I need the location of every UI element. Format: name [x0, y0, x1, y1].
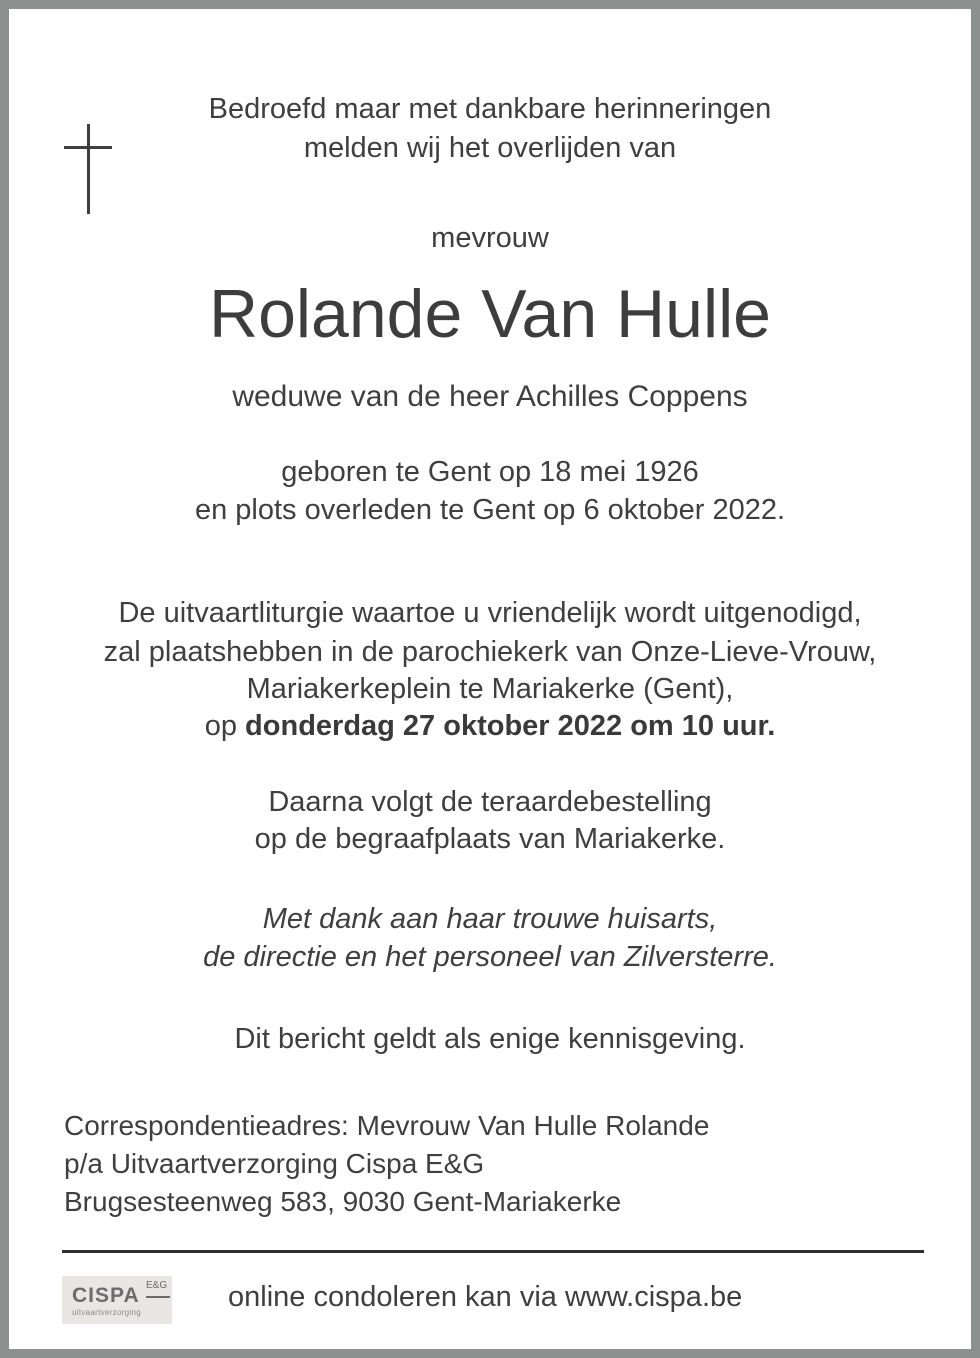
thanks-line-2: de directie en het personeel van Zilversterre.	[203, 941, 777, 973]
honorific: mevrouw	[431, 222, 549, 254]
divider	[62, 1250, 924, 1253]
notice-line: Dit bericht geldt als enige kennisgeving.	[234, 1023, 746, 1055]
liturgy-line-1: De uitvaartliturgie waartoe u vriendelijk wordt uitgenodigd,	[118, 597, 862, 629]
cispa-logo	[62, 1276, 172, 1324]
burial-line-1: Daarna volgt de teraardebestelling	[268, 786, 712, 818]
intro-line-2: melden wij het overlijden van	[303, 132, 677, 164]
logo-word: CISPA	[72, 1284, 140, 1307]
logo-line	[146, 1296, 170, 1298]
intro-line-1: Bedroefd maar met dankbare herinneringen	[208, 93, 772, 125]
liturgy-line-3: Mariakerkeplein te Mariakerke (Gent),	[246, 673, 734, 705]
liturgy-date: donderdag 27 oktober 2022 om 10 uur.	[245, 710, 776, 742]
birth-line: geboren te Gent op 18 mei 1926	[281, 456, 699, 488]
relation-line: weduwe van de heer Achilles Coppens	[232, 380, 748, 413]
correspondence-line-2: p/a Uitvaartverzorging Cispa E&G	[64, 1148, 485, 1179]
thanks-line-1: Met dank aan haar trouwe huisarts,	[262, 903, 718, 935]
online-condolence: online condoleren kan via www.cispa.be	[228, 1281, 743, 1313]
deceased-name: Rolande Van Hulle	[209, 276, 771, 352]
logo-eg: E&G	[146, 1280, 168, 1291]
burial-line-2: op de begraafplaats van Mariakerke.	[254, 823, 726, 855]
liturgy-line-2: zal plaatshebben in de parochiekerk van Onze-Lieve-Vrouw,	[103, 636, 877, 668]
correspondence-line-3: Brugsesteenweg 583, 9030 Gent-Mariakerke	[64, 1186, 622, 1217]
death-line: en plots overleden te Gent op 6 oktober 2022.	[194, 494, 786, 526]
correspondence-line-1: Correspondentieadres: Mevrouw Van Hulle Rolande	[64, 1110, 710, 1141]
liturgy-date-prefix: op	[204, 710, 246, 742]
logo-subtitle: uitvaartverzorging	[72, 1308, 141, 1317]
liturgy-line-4	[40, 707, 940, 745]
